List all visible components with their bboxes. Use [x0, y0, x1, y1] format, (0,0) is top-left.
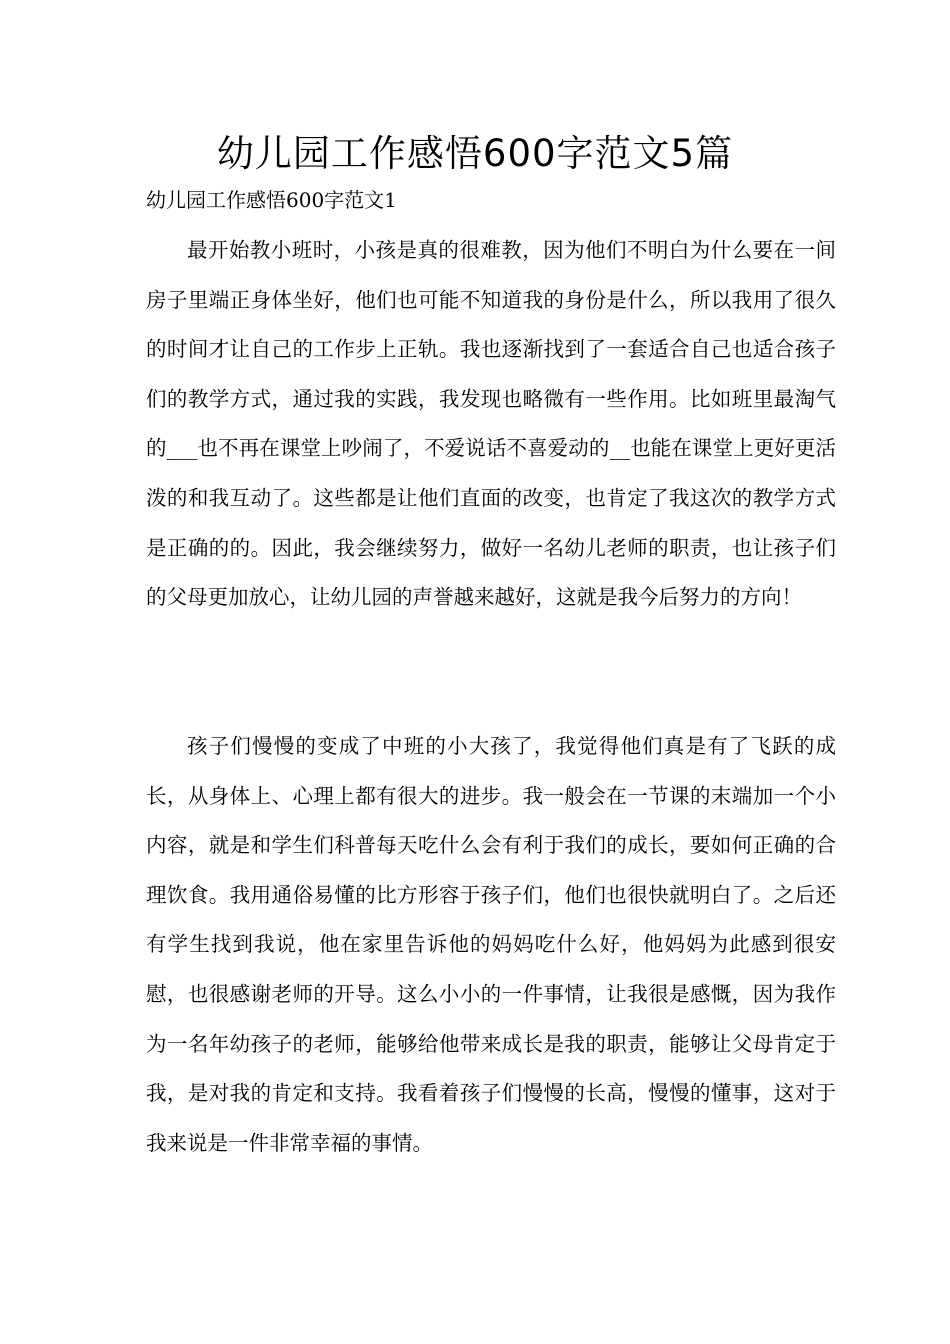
document-title: 幼儿园工作感悟600字范文5篇	[216, 132, 734, 175]
section-subtitle: 幼儿园工作感悟600字范文1	[146, 188, 397, 212]
paragraph-1: 最开始教小班时，小孩是真的很难教，因为他们不明白为什么要在一间房子里端正身体坐好，他们也可能不知道我的身份是什么，所以我用了很久的时间才让自己的工作步上正轨。我也逐渐找到了一套适合自己也适合孩子们的教学方式，通过我的实践，我发现也略微有一些作用。比如班里最淘气的___也不再在课堂上吵闹了，不爱说话不喜爱动的__也能在课堂上更好更活泼的和我互动了。这些都是让他们直面的改变，也肯定了我这次的教学方式是正确的的。因此，我会继续努力，做好一名幼儿老师的职责，也让孩子们的父母更加放心，让幼儿园的声誉越来越好，这就是我今后努力的方向！	[146, 238, 836, 610]
paragraph-2: 孩子们慢慢的变成了中班的小大孩了，我觉得他们真是有了飞跃的成长，从身体上、心理上都有很大的进步。我一般会在一节课的末端加一个小内容，就是和学生们科普每天吃什么会有利于我们的成长，要如何正确的合理饮食。我用通俗易懂的比方形容于孩子们，他们也很快就明白了。之后还有学生找到我说，他在家里告诉他的妈妈吃什么好，他妈妈为此感到很安慰，也很感谢老师的开导。这么小小的一件事情，让我很是感慨，因为我作为一名年幼孩子的老师，能够给他带来成长是我的职责，能够让父母肯定于我，是对我的肯定和支持。我看着孩子们慢慢的长高，慢慢的懂事，这对于我来说是一件非常幸福的事情。	[146, 734, 836, 1155]
